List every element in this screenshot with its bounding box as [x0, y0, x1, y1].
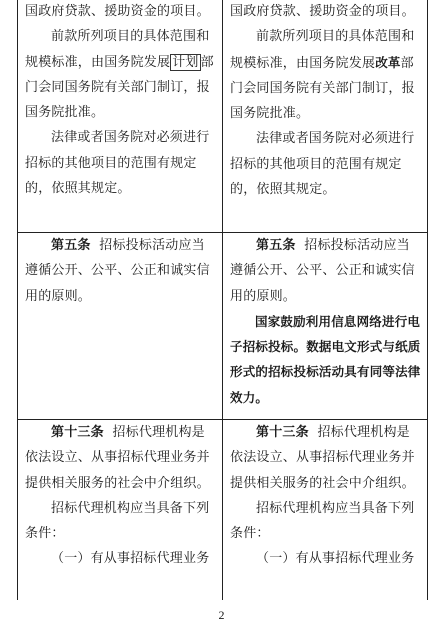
table-row [18, 233, 428, 420]
list-item: （一）有从事招标代理业务 [51, 551, 210, 567]
article-number: 第五条 [51, 238, 91, 253]
text-segment: 部门会同国务院有关部门制订，报国务院批准。 [230, 55, 415, 122]
text-segment: 前款所列项目的具体范围和规模标准，由国务院发展 [230, 29, 415, 71]
comparison-table [17, 0, 428, 600]
article-text: 招标投标活动应当遵循公开、公平、公正和诚实信用的原则。 [230, 238, 415, 304]
revised-text-cell [223, 233, 428, 420]
marked-text: 计划 [172, 54, 199, 70]
paragraph: 法律或者国务院对必须进行招标的其他项目的范围有规定的，依照其规定。 [230, 131, 415, 198]
paragraph [230, 233, 421, 309]
text-segment: 部门会同国务院有关部门制订，报国务院批准。 [25, 54, 214, 121]
paragraph [25, 233, 216, 309]
article-text: 招标代理机构是依法设立、从事招标代理业务并提供相关服务的社会中介组织。 [230, 425, 415, 491]
list-item: （一）有从事招标代理业务 [256, 551, 415, 567]
paragraph: 招标代理机构应当具备下列条件： [230, 500, 415, 542]
original-text-cell [18, 420, 223, 601]
revised-text-cell [223, 420, 428, 601]
table-row [18, 0, 428, 233]
paragraph [230, 420, 421, 496]
article-text: 招标代理机构是依法设立、从事招标代理业务并提供相关服务的社会中介组织。 [25, 425, 210, 491]
article-text: 招标投标活动应当遵循公开、公平、公正和诚实信用的原则。 [25, 238, 210, 304]
paragraph [25, 24, 216, 125]
added-paragraph: 国家鼓励利用信息网络进行电子招标投标。数据电文形式与纸质形式的招标投标活动具有同等法律效力。 [230, 313, 421, 405]
article-number: 第五条 [256, 238, 296, 253]
original-text-cell [18, 0, 223, 233]
paragraph [25, 420, 216, 496]
article-number: 第十三条 [51, 425, 104, 440]
paragraph [230, 24, 421, 126]
table-row [18, 420, 428, 601]
text-segment: 前款所列项目的具体范围和规模标准，由国务院发展 [25, 29, 210, 70]
page-number: 2 [218, 608, 225, 622]
paragraph: 招标代理机构应当具备下列条件： [25, 500, 210, 542]
paragraph: 国政府贷款、援助资金的项目。 [230, 4, 415, 19]
paragraph: 国政府贷款、援助资金的项目。 [25, 4, 210, 19]
original-text-cell [18, 233, 223, 420]
article-number: 第十三条 [256, 425, 309, 440]
paragraph: 法律或者国务院对必须进行招标的其他项目的范围有规定的，依照其规定。 [25, 130, 210, 197]
inserted-text: 改革 [375, 54, 401, 70]
revised-text-cell [223, 0, 428, 233]
